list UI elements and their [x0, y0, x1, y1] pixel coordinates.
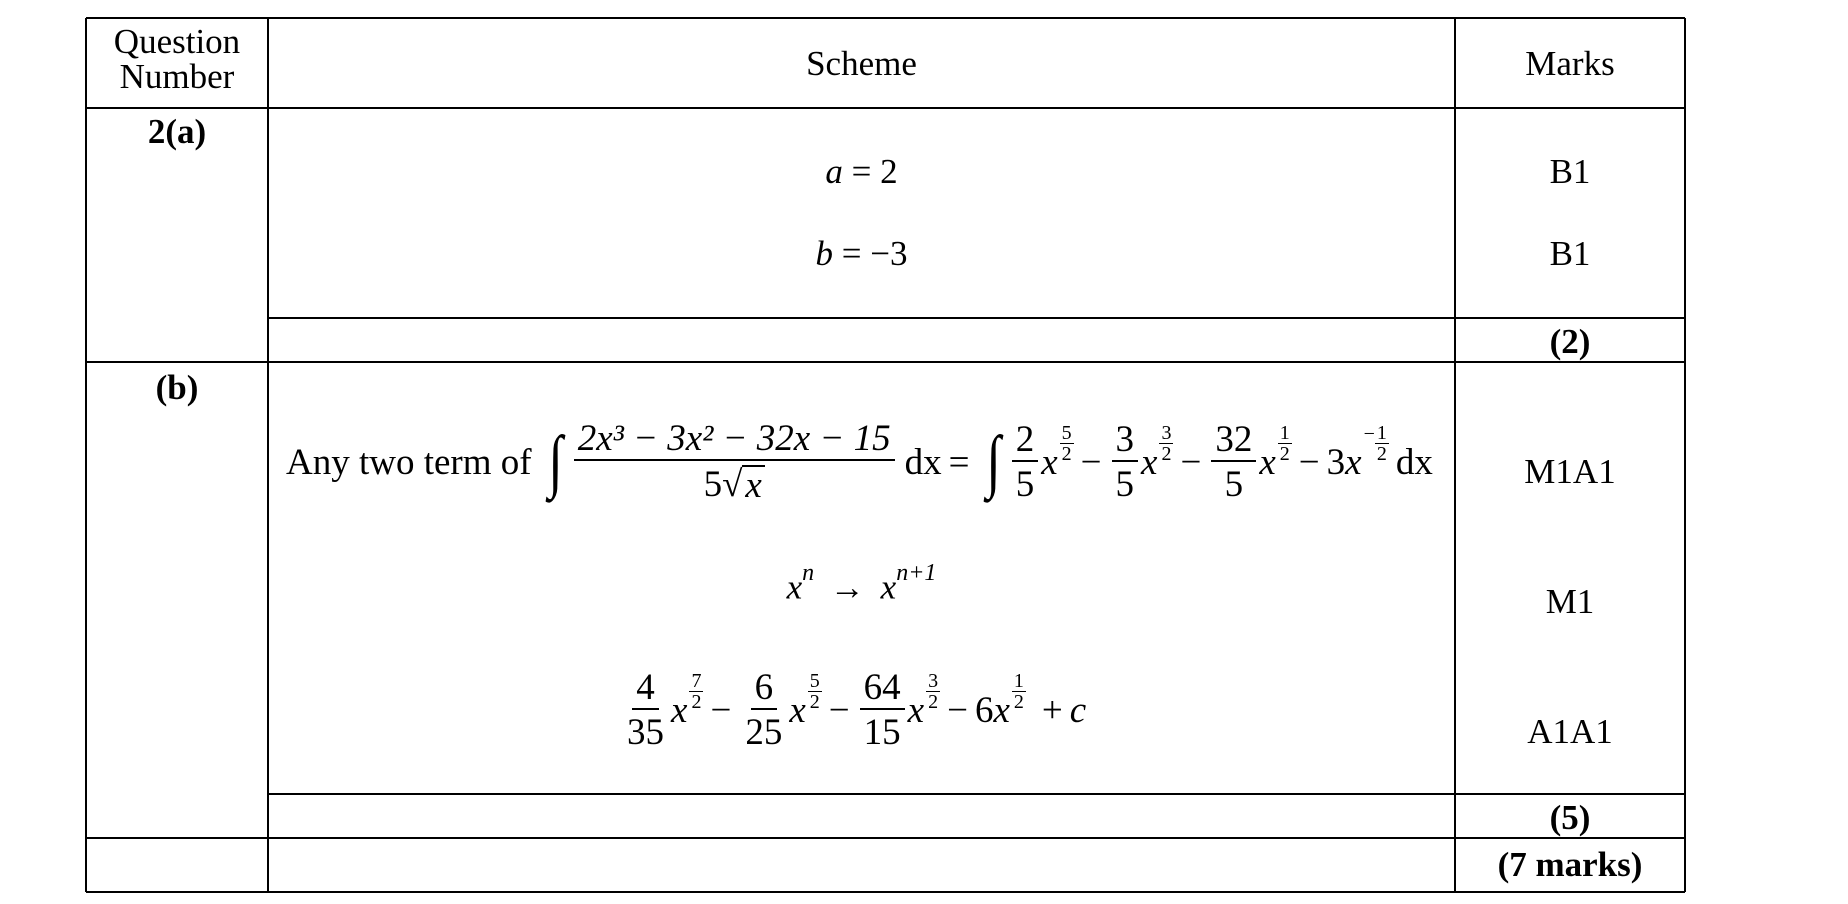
t2-den: 5 [1115, 464, 1135, 505]
part-a-subtotal: (2) [1549, 322, 1591, 361]
t3-num: 32 [1211, 421, 1256, 462]
answer-power-3 [907, 669, 940, 732]
term2-power [1141, 421, 1173, 484]
x-base: x [786, 567, 803, 607]
e4-den: 2 [1013, 690, 1024, 713]
e1-num: 7 [691, 669, 702, 692]
t2-num: 3 [1112, 421, 1139, 462]
t3-exponent [1278, 423, 1292, 464]
answer-power-2 [789, 669, 821, 732]
term4-coefficient: 3 [1326, 441, 1346, 483]
part-b-integral-line [286, 412, 1440, 512]
f3-den: 15 [863, 712, 901, 753]
equals-sign: = [851, 152, 872, 191]
t1-exp-den: 2 [1061, 442, 1072, 465]
integral-sign-2: ∫ [985, 423, 1001, 500]
term1-coefficient [1012, 421, 1039, 503]
term3-coefficient [1211, 421, 1256, 503]
answer-coef-4: 6 [974, 689, 994, 731]
e2-den: 2 [809, 690, 820, 713]
t2-exponent [1159, 423, 1173, 464]
t3-exp-num: 1 [1279, 421, 1290, 444]
t2-exp-num: 3 [1161, 421, 1172, 444]
e2-num: 5 [809, 669, 820, 692]
plus-sign: + [1041, 689, 1063, 731]
term3-power [1259, 421, 1291, 484]
t4-exp-num: 1 [1376, 421, 1387, 444]
t4-exponent [1375, 423, 1389, 464]
f1-den: 35 [627, 712, 664, 753]
value-b: −3 [870, 234, 908, 273]
a1-var: x [671, 689, 688, 731]
minus-sign: − [1080, 441, 1102, 483]
var-a: a [825, 152, 843, 191]
part-a-mark-2: B1 [1549, 234, 1591, 273]
a2-exponent [808, 671, 822, 712]
answer-power-1 [671, 669, 703, 732]
f3-num: 64 [860, 669, 905, 710]
integrand-fraction [574, 420, 895, 504]
part-b-mark-2: M1 [1545, 582, 1595, 621]
a4-var: x [993, 689, 1010, 731]
a2-var: x [789, 689, 806, 731]
t1-num: 2 [1012, 421, 1039, 462]
a3-exponent [926, 671, 940, 712]
t4-exp-den: 2 [1376, 442, 1387, 465]
minus-sign: − [1298, 441, 1320, 483]
n-exponent: n [802, 560, 815, 586]
part-a-mark-1: B1 [1549, 152, 1591, 191]
t1-den: 5 [1015, 464, 1035, 505]
part-a-equation-1 [268, 152, 1455, 192]
header-scheme: Scheme [806, 44, 917, 83]
f2-num: 6 [751, 669, 778, 710]
header-question-number: Question Number [113, 22, 241, 96]
t4-exp-minus: − [1363, 422, 1375, 445]
a1-exponent [689, 671, 703, 712]
radicand: x [742, 465, 764, 504]
e3-den: 2 [928, 690, 939, 713]
integral-sign: ∫ [548, 423, 563, 500]
term4-power [1345, 421, 1389, 484]
minus-sign: − [828, 689, 850, 731]
part-a-equation-2 [268, 234, 1455, 274]
a4-exponent [1012, 671, 1026, 712]
a3-var: x [907, 689, 925, 731]
t1-var: x [1041, 441, 1058, 483]
term2-coefficient [1112, 421, 1139, 503]
integrand-denominator [700, 461, 769, 504]
e4-num: 1 [1013, 669, 1024, 692]
part-b-label: (b) [155, 368, 199, 407]
x-base-result: x [880, 567, 897, 607]
answer-coef-2 [741, 669, 786, 751]
minus-sign: − [947, 689, 968, 731]
e1-den: 2 [691, 690, 702, 713]
t4-var: x [1345, 441, 1362, 483]
t3-den: 5 [1224, 464, 1244, 505]
term1-power [1041, 421, 1073, 484]
integrand-numerator: 2x³ − 3x² − 32x − 15 [574, 420, 895, 461]
value-a: 2 [880, 152, 898, 191]
t2-var: x [1141, 441, 1158, 483]
equals-sign: = [841, 234, 862, 273]
part-b-mark-1: M1A1 [1524, 452, 1616, 491]
total-marks: (7 marks) [1497, 845, 1643, 884]
part-b-mark-3: A1A1 [1527, 712, 1613, 751]
t3-exp-den: 2 [1279, 442, 1290, 465]
part-b-subtotal: (5) [1549, 798, 1591, 837]
arrow-icon: → [829, 567, 865, 607]
dx-symbol-2: dx [1395, 441, 1433, 483]
prefix-text: Any two term of [286, 441, 532, 483]
equals-sign: = [948, 441, 970, 483]
constant-c: c [1069, 689, 1087, 731]
square-root: √ x [722, 465, 765, 504]
denominator-coefficient: 5 [703, 464, 723, 505]
answer-coef-1 [623, 669, 668, 751]
header-marks: Marks [1525, 44, 1615, 83]
dx-symbol: dx [904, 441, 942, 483]
var-b: b [815, 234, 833, 273]
answer-power-4 [993, 669, 1025, 732]
part-b-power-rule [268, 560, 1455, 608]
e3-num: 3 [928, 669, 939, 692]
part-a-label: 2(a) [147, 112, 207, 151]
answer-coef-3 [860, 669, 905, 751]
f1-num: 4 [632, 669, 659, 710]
minus-sign: − [710, 689, 732, 731]
part-b-answer-line [620, 660, 1086, 760]
n-plus-1-exponent: n+1 [896, 560, 937, 586]
f2-den: 25 [745, 712, 783, 753]
t2-exp-den: 2 [1161, 442, 1172, 465]
minus-sign: − [1180, 441, 1202, 483]
t1-exp-num: 5 [1061, 421, 1072, 444]
t1-exponent [1060, 423, 1074, 464]
t3-var: x [1259, 441, 1276, 483]
